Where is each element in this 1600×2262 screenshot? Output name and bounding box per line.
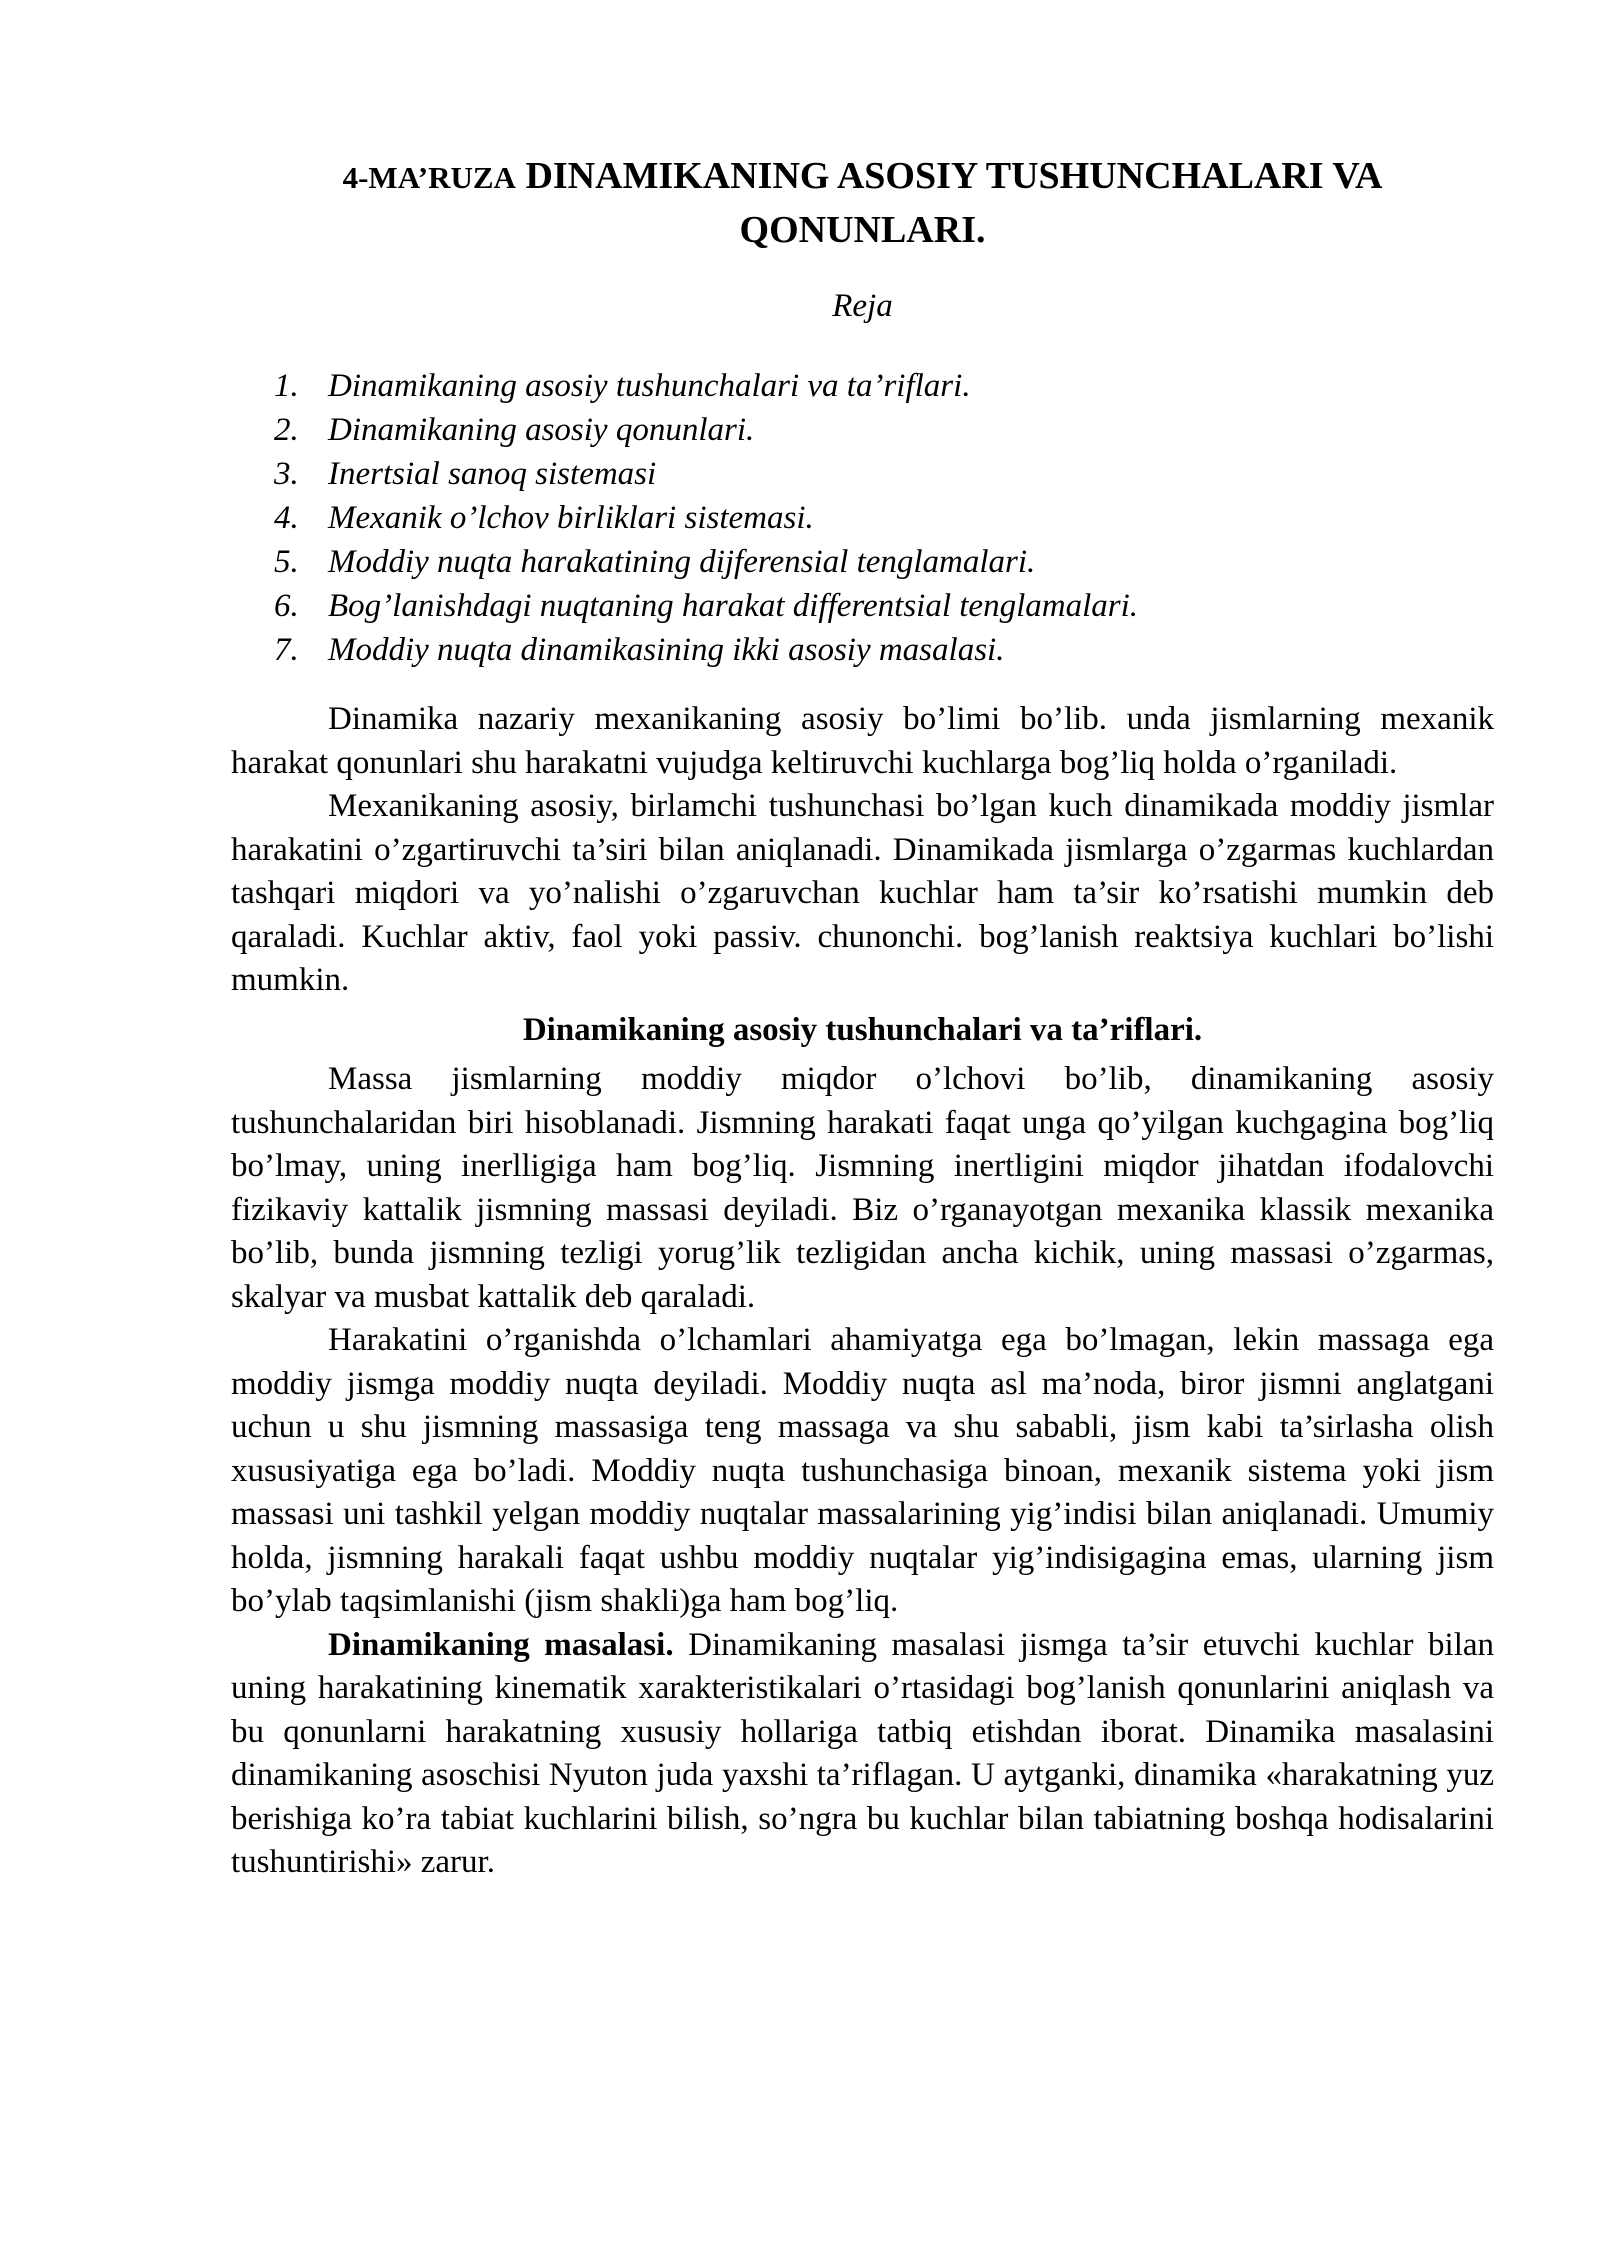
plan-item-number: 5. bbox=[274, 544, 299, 580]
paragraph-dynamics-problem bbox=[231, 1624, 1494, 1885]
lecture-title bbox=[231, 150, 1494, 256]
plan-item-number: 2. bbox=[274, 412, 299, 448]
plan-item-text: Moddiy nuqta harakatining dijferensial tenglamalari. bbox=[328, 544, 1036, 580]
paragraph-mass: Massa jismlarning moddiy miqdor o’lchovi bo’lib, dinamikaning asosiy tushunchalaridan biri hisoblanadi. Jismning harakati faqat unga qo’yilgan kuchgagina bog’liq bo’lmay, uning inerlligiga ham bog’liq. Jismning inertligini miqdor jihatdan ifodalovchi fizikaviy kattalik jismning massasi deyiladi. Biz o’rganayotgan mexanika klassik mexanika bo’lib, bunda jismning tezligi yorug’lik tezligidan ancha kichik, uning massasi o’zgarmas, skalyar va musbat kattalik deb qaraladi. bbox=[231, 1061, 1494, 1315]
plan-item-text: Dinamikaning asosiy qonunlari. bbox=[328, 412, 755, 448]
plan-item bbox=[231, 452, 1494, 496]
plan-item bbox=[231, 584, 1494, 628]
plan-item-number: 1. bbox=[274, 368, 299, 404]
lecture-number: 4-MA’RUZA bbox=[342, 160, 516, 195]
document-page bbox=[231, 150, 1494, 1885]
lecture-title-text: DINAMIKANING ASOSIY TUSHUNCHALARI VA QONUNLARI. bbox=[525, 155, 1383, 251]
plan-item-number: 7. bbox=[274, 632, 299, 668]
paragraph-material-point: Harakatini o’rganishda o’lchamlari ahamiyatga ega bo’lmagan, lekin massaga ega moddiy jismga moddiy nuqta deyiladi. Moddiy nuqta asl ma’noda, biror jismni anglatgani uchun u shu jismning massasiga teng massaga va shu sababli, jism kabi ta’sirlasha olish xususiyatiga ega bo’ladi. Moddiy nuqta tushunchasiga binoan, mexanik sistema yoki jism massasi uni tashkil yelgan moddiy nuqtalar massalarining yig’indisi bilan aniqlanadi. Umumiy holda, jismning harakali faqat ushbu moddiy nuqtalar yig’indisigagina emas, ularning jism bo’ylab taqsimlanishi (jism shakli)ga ham bog’liq. bbox=[231, 1322, 1494, 1619]
body-text bbox=[231, 698, 1494, 1885]
plan-item-text: Inertsial sanoq sistemasi bbox=[328, 456, 657, 492]
paragraph-dynamics-intro: Dinamika nazariy mexanikaning asosiy bo’limi bo’lib. unda jismlarning mexanik harakat qonunlari shu harakatni vujudga keltiruvchi kuchlarga bog’liq holda o’rganiladi. bbox=[231, 701, 1494, 781]
plan-item bbox=[231, 540, 1494, 584]
plan-item-text: Mexanik o’lchov birliklari sistemasi. bbox=[328, 500, 814, 536]
plan-item-text: Bog’lanishdagi nuqtaning harakat differentsial tenglamalari. bbox=[328, 588, 1138, 624]
paragraph-dynamics-problem-text: Dinamikaning masalasi jismga ta’sir etuvchi kuchlar bilan uning harakatining kinematik xarakteristikalari o’rtasidagi bog’lanish qonunlarini aniqlash va bu qonunlarni harakatning xususiy hollariga tatbiq etishdan iborat. Dinamika masalasini dinamikaning asoschisi Nyuton juda yaxshi ta’riflagan. U aytganki, dinamika «harakatning yuz berishiga ko’ra tabiat kuchlarini bilish, so’ngra bu kuchlar bilan tabiatning boshqa hodisalarini tushuntirishi» zarur. bbox=[231, 1626, 1495, 1880]
plan-item-number: 6. bbox=[274, 588, 299, 624]
plan-item bbox=[231, 364, 1494, 408]
inline-bold-term: Dinamikaning masalasi. bbox=[328, 1626, 674, 1663]
plan-item bbox=[231, 496, 1494, 540]
plan-item bbox=[231, 408, 1494, 452]
plan-item-text: Dinamikaning asosiy tushunchalari va ta’riflari. bbox=[328, 368, 971, 404]
plan-heading: Reja bbox=[832, 288, 893, 324]
section-subheading: Dinamikaning asosiy tushunchalari va ta’riflari. bbox=[522, 1011, 1203, 1048]
plan-item-text: Moddiy nuqta dinamikasining ikki asosiy masalasi. bbox=[328, 632, 1005, 668]
plan-item bbox=[231, 628, 1494, 672]
plan-list bbox=[231, 364, 1494, 672]
paragraph-force-concept: Mexanikaning asosiy, birlamchi tushunchasi bo’lgan kuch dinamikada moddiy jismlar harakatini o’zgartiruvchi ta’siri bilan aniqlanadi. Dinamikada jismlarga o’zgarmas kuchlardan tashqari miqdori va yo’nalishi o’zgaruvchan kuchlar ham ta’sir ko’rsatishi mumkin deb qaraladi. Kuchlar aktiv, faol yoki passiv. chunonchi. bog’lanish reaktsiya kuchlari bo’lishi mumkin. bbox=[231, 788, 1494, 998]
plan-item-number: 4. bbox=[274, 500, 299, 536]
plan-item-number: 3. bbox=[274, 456, 299, 492]
